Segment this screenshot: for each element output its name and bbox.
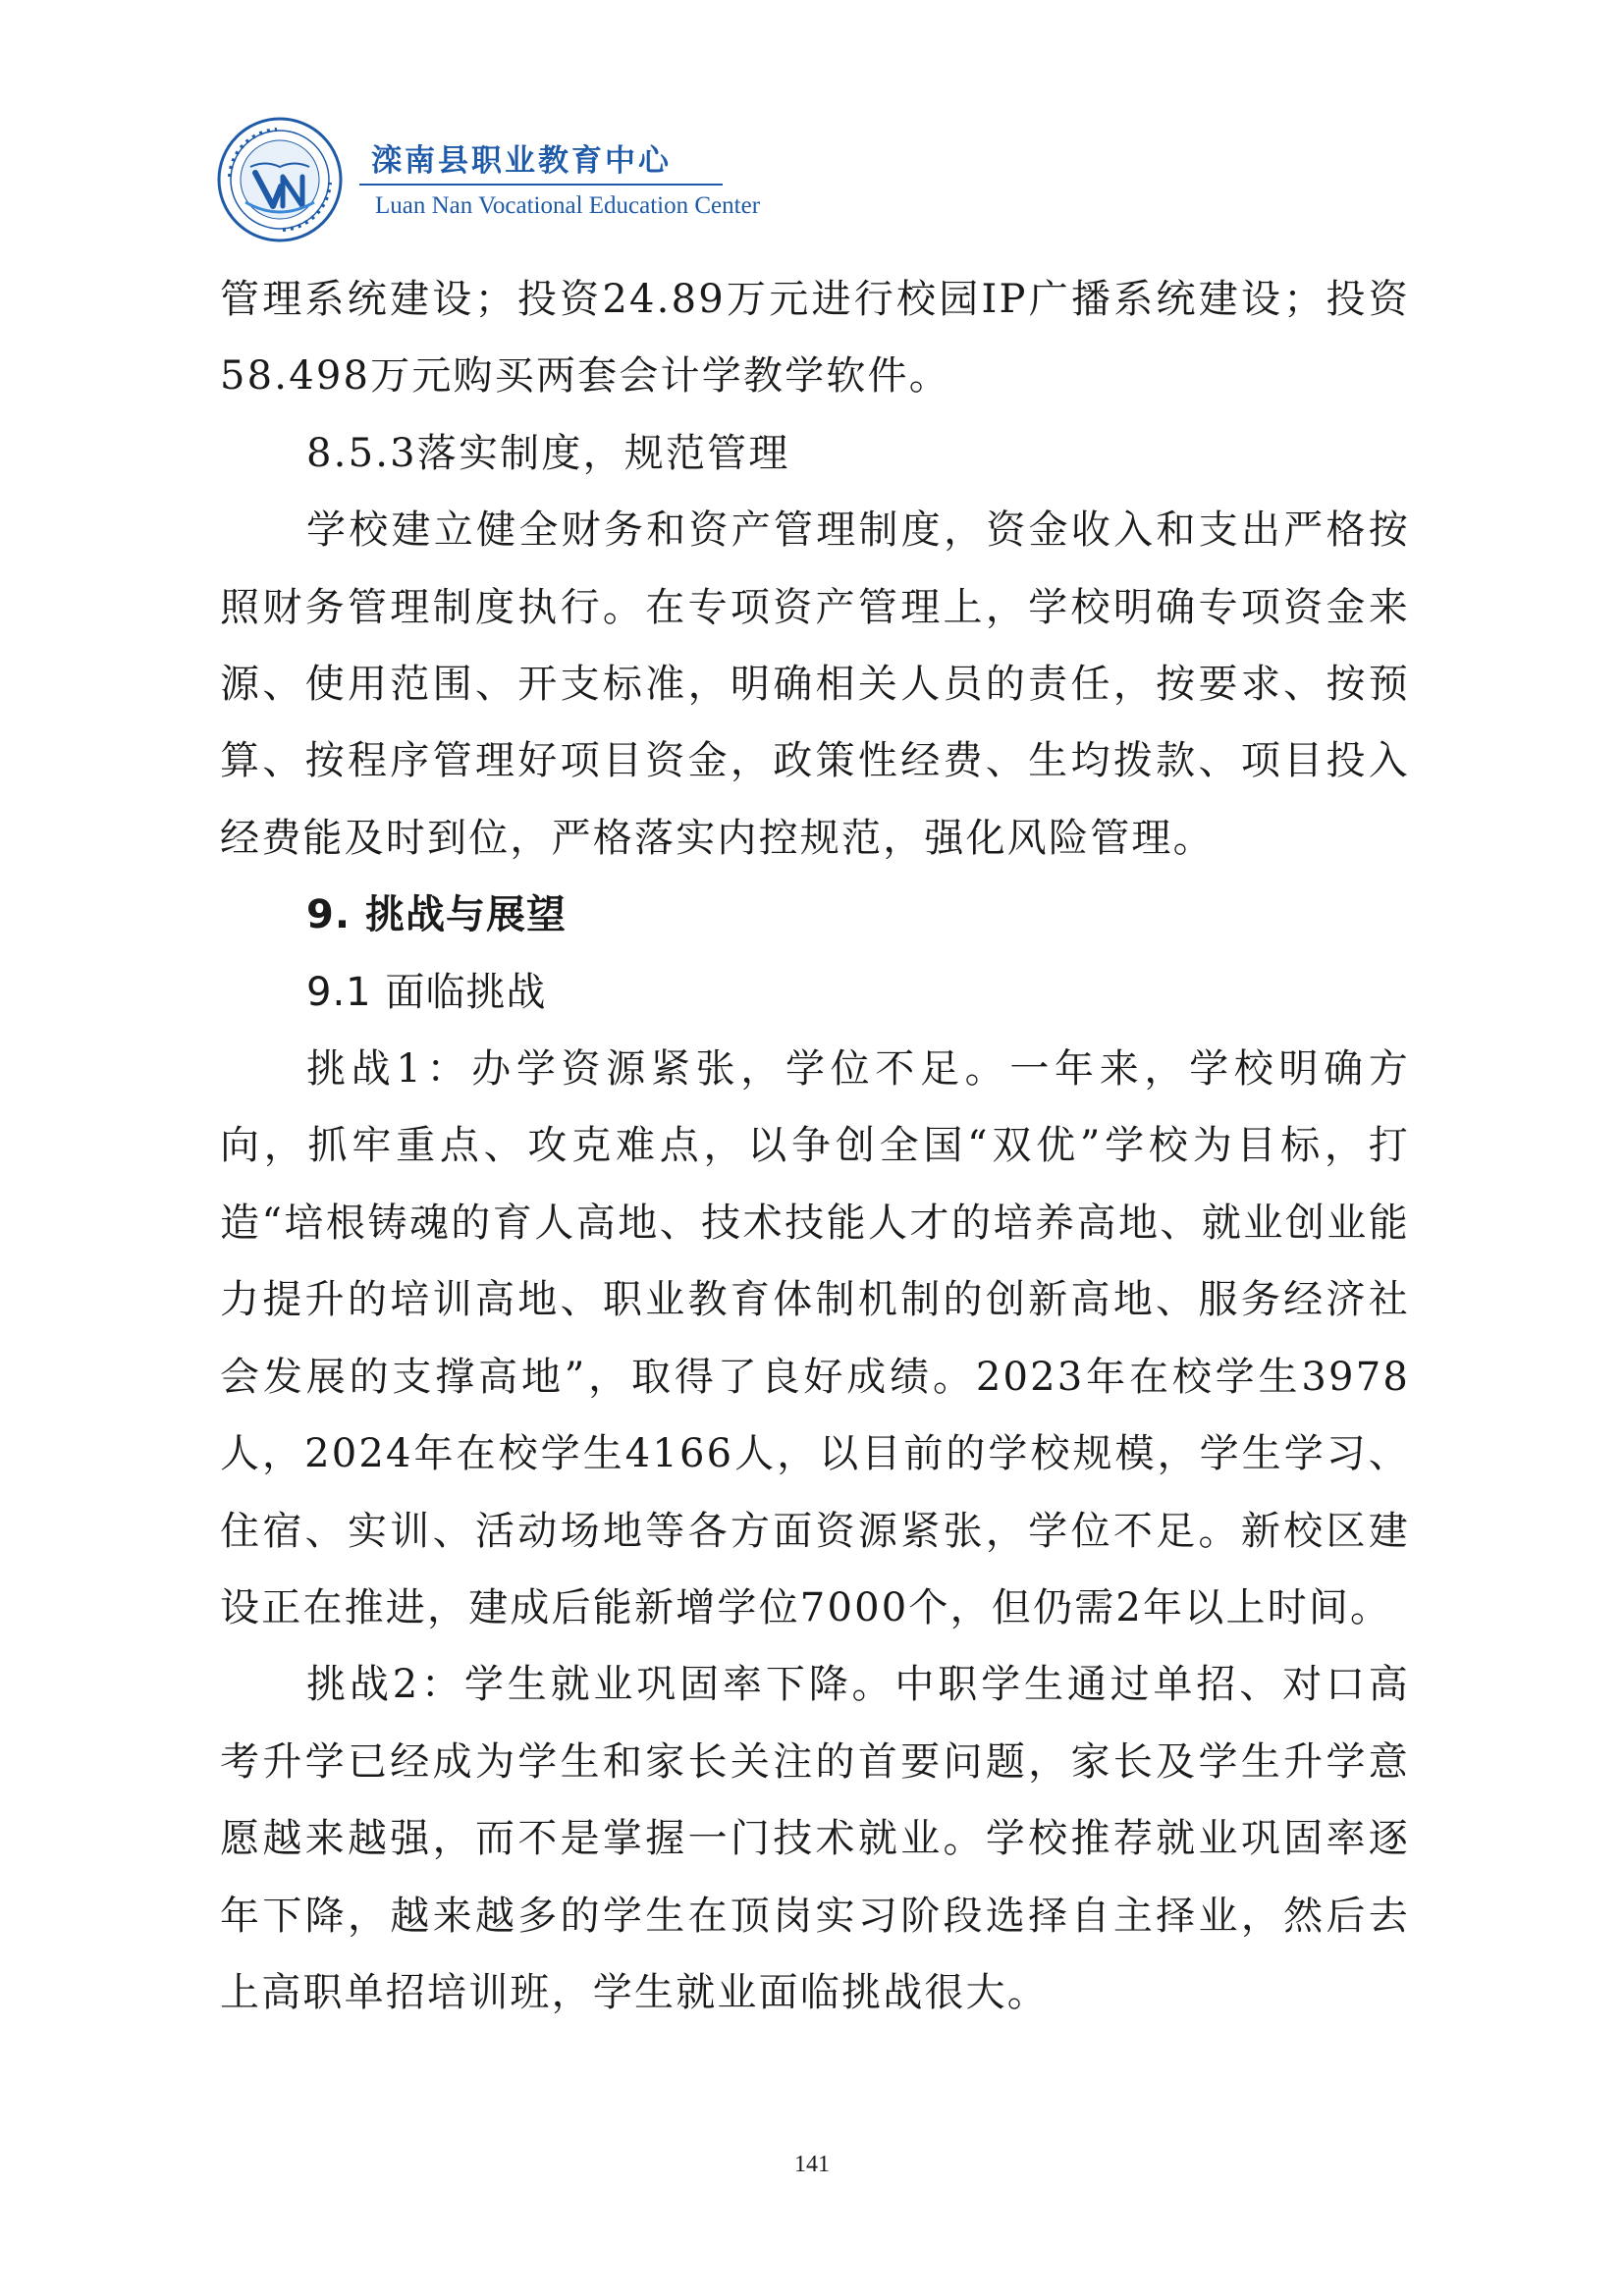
org-name-en: Luan Nan Vocational Education Center [375, 192, 761, 219]
document-body [220, 261, 1410, 2031]
header-divider [359, 184, 723, 186]
section-heading-9-1: 9.1 面临挑战 [306, 969, 547, 1015]
section-heading-9: 9. 挑战与展望 [306, 892, 567, 938]
section-title-8-5-3: 8.5.3落实制度，规范管理 [306, 430, 790, 476]
school-emblem-icon [216, 116, 344, 243]
page-number: 141 [794, 2152, 830, 2177]
org-name-zh: 滦南县职业教育中心 [371, 143, 672, 179]
paragraph-challenge-1: 挑战1：办学资源紧张，学位不足。一年来，学校明确方向，抓牢重点、攻克难点，以争创全国“双优”学校为目标，打造“培根铸魂的育人高地、技术技能人才的培养高地、就业创业能力提升的培训高地、职业教育体制机制的创新高地、服务经济社会发展的支撑高地”，取得了良好成绩。2023年在校学生3978人，2024年在校学生4166人，以目前的学校规模，学生学习、住宿、实训、活动场地等各方面资源紧张，学位不足。新校区建设正在推进，建成后能新增学位7000个，但仍需2年以上时间。 [220, 1046, 1410, 1630]
paragraph-challenge-2: 挑战2：学生就业巩固率下降。中职学生通过单招、对口高考升学已经成为学生和家长关注的首要问题，家长及学生升学意愿越来越强，而不是掌握一门技术就业。学校推荐就业巩固率逐年下降，越来越多的学生在顶岗实习阶段选择自主择业，然后去上高职单招培训班，学生就业面临挑战很大。 [220, 1662, 1410, 2015]
paragraph-continued: 管理系统建设；投资24.89万元进行校园IP广播系统建设；投资58.498万元购买两套会计学教学软件。 [220, 277, 1410, 400]
paragraph-finance: 学校建立健全财务和资产管理制度，资金收入和支出严格按照财务管理制度执行。在专项资产管理上，学校明确专项资金来源、使用范围、开支标准，明确相关人员的责任，按要求、按预算、按程序管理好项目资金，政策性经费、生均拨款、项目投入经费能及时到位，严格落实内控规范，强化风险管理。 [220, 507, 1410, 861]
page-header [216, 110, 761, 247]
